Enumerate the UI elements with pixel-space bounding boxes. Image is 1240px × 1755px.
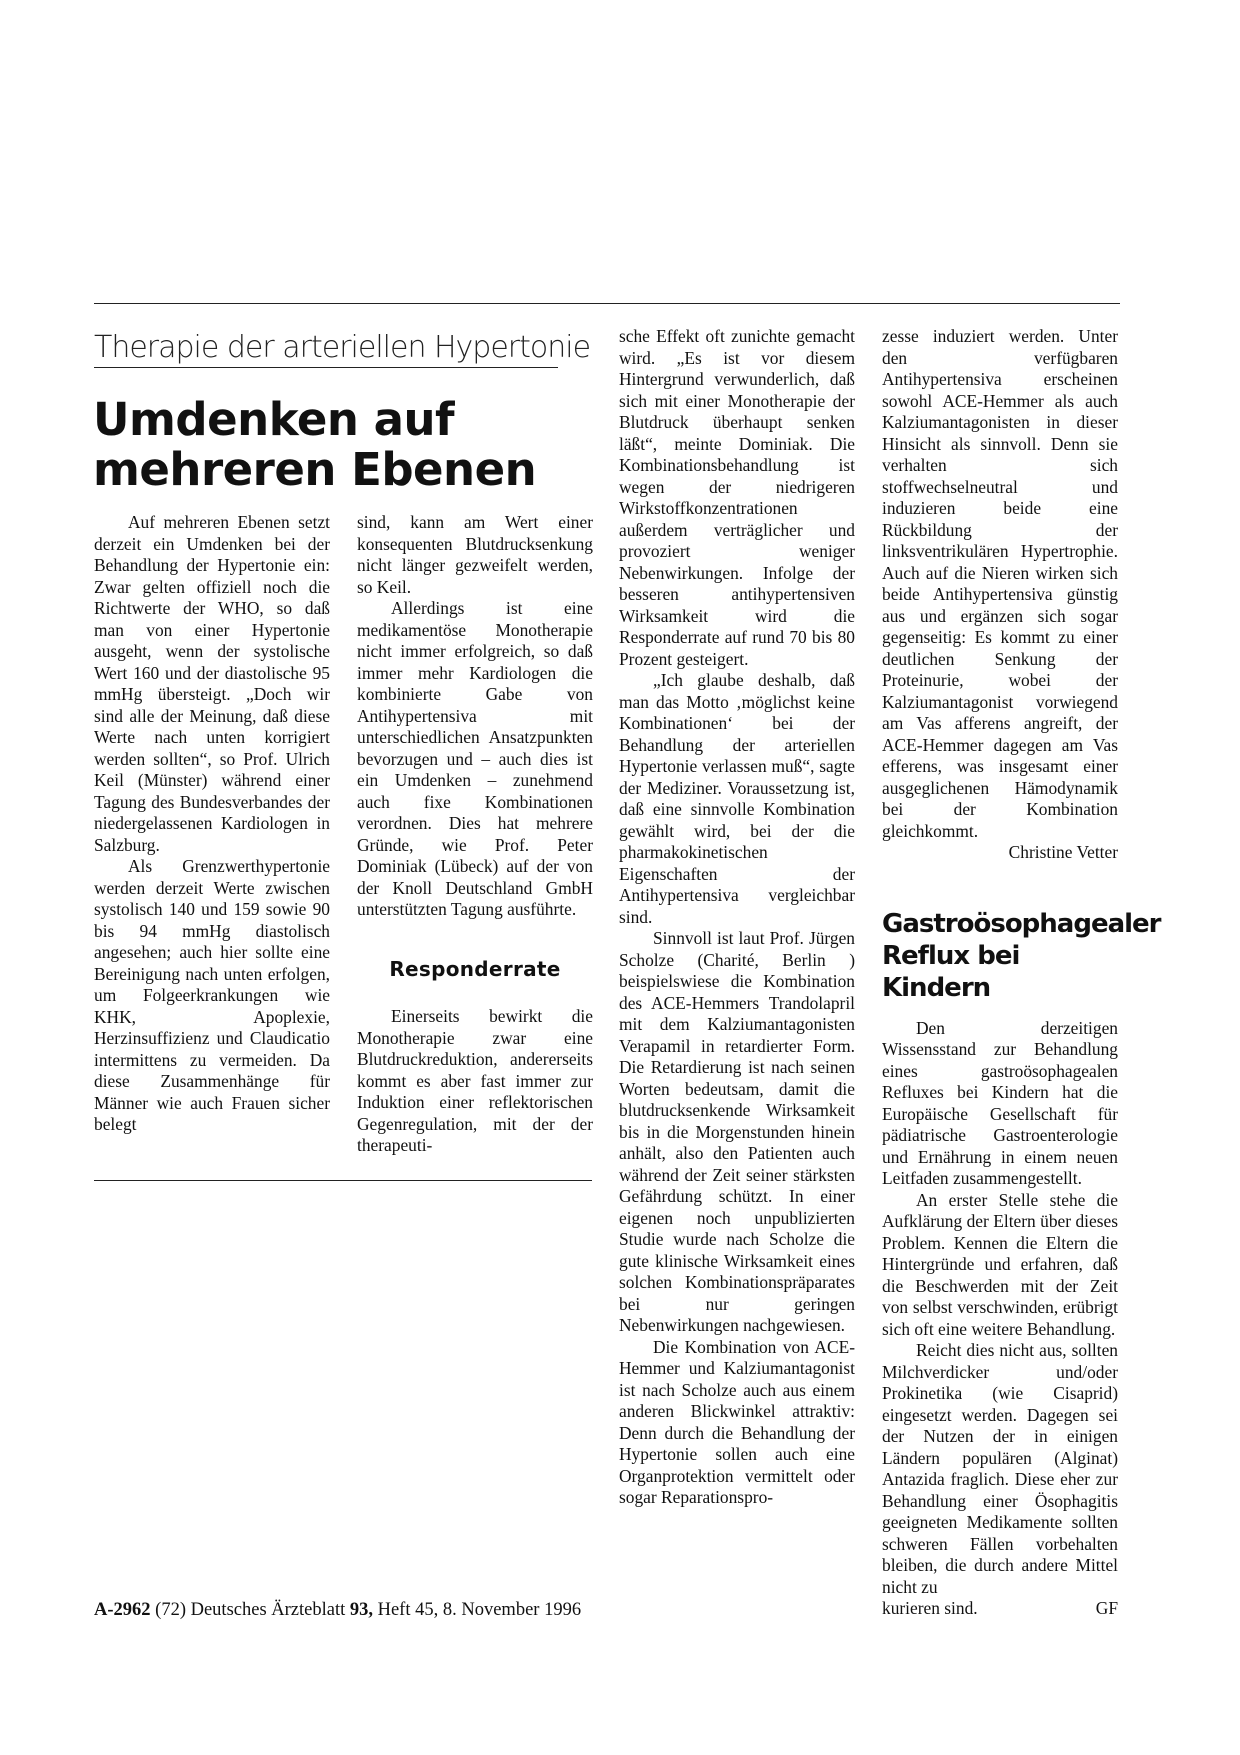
article-bottom-rule — [94, 1180, 592, 1181]
sidebar-title-line-1: Gastroösophagealer — [882, 908, 1161, 939]
sidebar-signoff — [882, 1598, 1118, 1620]
paragraph: Die Kombination von ACE-Hemmer und Kalziumantagonist ist nach Scholze auch aus einem anderen Blickwinkel attraktiv: Denn durch die Behandlung der Hypertonie sollen auch eine Organprotektion vermittelt oder sogar Reparationspro- — [619, 1336, 855, 1507]
article-column-2 — [357, 512, 593, 1157]
article-column-1 — [94, 512, 330, 1136]
sidebar-title-line-2: Reflux bei Kindern — [882, 940, 1020, 1003]
paragraph: Als Grenzwerthypertonie werden derzeit Werte zwischen systolisch 140 und 159 sowie 90 bis 94 mmHg diastolisch angesehen; auch hier sollte eine Bereinigung nach unten erfolgen, um Folgeerkrankungen wie KHK, Apoplexie, Herzinsuffizienz und Claudicatio intermittens zu vermeiden. Da diese Zusammenhänge für Männer wie auch Frauen sicher belegt — [94, 856, 330, 1134]
headline-line-1: Umdenken auf — [93, 393, 455, 446]
author-name: Christine Vetter — [1008, 842, 1118, 862]
page-number: (72) — [155, 1600, 186, 1620]
sidebar-last-line: kurieren sind. — [882, 1598, 978, 1618]
paragraph: „Ich glaube deshalb, daß man das Motto ‚möglichst keine Kombinationen‘ bei der Behandlung der arteriellen Hypertonie verlassen muß“, sagte der Mediziner. Voraussetzung ist, daß eine sinnvolle Kombination gewählt wird, bei der die pharmakokinetischen Eigenschaften der Antihypertensiva vergleichbar sind. — [619, 670, 855, 927]
journal-issue: Heft 45, 8. November 1996 — [377, 1600, 582, 1620]
subheading-responderrate: Responderrate — [389, 956, 561, 981]
article-headline — [93, 395, 553, 495]
author-signoff — [882, 842, 1118, 864]
paragraph: sind, kann am Wert einer konsequenten Blutdrucksenkung nicht länger gezweifelt werden, so Keil. — [357, 512, 593, 597]
paragraph: Auf mehreren Ebenen setzt derzeit ein Umdenken bei der Behandlung der Hypertonie ein: Zwar gelten offiziell noch die Richtwerte der WHO, so daß man von einer Hypertonie ausgeht, wenn der systolische Wert 160 und der diastolische 95 mmHg übersteigt. „Doch wir sind alle der Meinung, daß diese Werte nach unten korrigiert werden sollten“, so Prof. Ulrich Keil (Münster) während einer Tagung des Bundesverbandes der niedergelassenen Kardiologen in Salzburg. — [94, 512, 330, 855]
page-footer — [94, 1600, 581, 1621]
paragraph: zesse induziert werden. Unter den verfügbaren Antihypertensiva erscheinen sowohl ACE-Hemmer als auch Kalziumantagonisten in dieser Hinsicht als sinnvoll. Denn sie verhalten sich stoffwechselneutral und induzieren beide eine Rückbildung der linksventrikulären Hypertrophie. Auch auf die Nieren wirken sich beide Antihypertensiva günstig aus und ergänzen sich sogar gegenseitig: Es kommt zu einer deutlichen Senkung der Proteinurie, wobei der Kalziumantagonist vorwiegend am Vas afferens angreift, der ACE-Hemmer dagegen am Vas efferens, was insgesamt einer ausgeglichenen Hämodynamik bei der Kombination gleichkommt. — [882, 326, 1118, 841]
headline-line-2: mehreren Ebenen — [93, 443, 537, 496]
sidebar-author: GF — [1095, 1598, 1118, 1618]
page-code: A-2962 — [94, 1600, 151, 1620]
paragraph: Einerseits bewirkt die Monotherapie zwar eine Blutdruckreduktion, andererseits kommt es aber fast immer zur Induktion einer reflektorischen Gegenregulation, mit der der therapeuti- — [357, 1006, 593, 1155]
sidebar-paragraph: An erster Stelle stehe die Aufklärung der Eltern über dieses Problem. Kennen die Eltern die Hintergründe und erfahren, daß die Beschwerden mit der Zeit von selbst verschwinden, erübrigt sich oft eine weitere Behandlung. — [882, 1189, 1118, 1339]
article-kicker: Therapie der arteriellen Hypertonie — [94, 330, 558, 368]
paragraph: Allerdings ist eine medikamentöse Monotherapie nicht immer erfolgreich, so daß immer mehr Kardiologen die kombinierte Gabe von Antihypertensiva mit unterschiedlichen Ansatzpunkten bevorzugen und – auch dies ist ein Umdenken – zunehmend auch fixe Kombinationen verordnen. Dies hat mehrere Gründe, wie Prof. Peter Dominiak (Lübeck) auf der von der Knoll Deutschland GmbH unterstützten Tagung ausführte. — [357, 598, 593, 919]
sidebar-paragraph: Reicht dies nicht aus, sollten Milchverdicker und/oder Prokinetika (wie Cisaprid) eingesetzt werden. Dagegen sei der Nutzen der in einigen Ländern populären (Alginat) Antazida fraglich. Diese eher zur Behandlung einer Ösophagitis geeigneten Medikamente sollten schweren Fällen vorbehalten bleiben, die durch andere Mittel nicht zu — [882, 1340, 1118, 1597]
sidebar-paragraph: Den derzeitigen Wissensstand zur Behandlung eines gastroösophagealen Refluxes bei Kindern hat die Europäische Gesellschaft für pädiatrische Gastroenterologie und Ernährung in einem neuen Leitfaden zusammengestellt. — [882, 1017, 1118, 1188]
sidebar-title — [882, 908, 1161, 1004]
article-column-3 — [619, 326, 855, 1509]
journal-name: Deutsches Ärzteblatt — [190, 1600, 346, 1620]
article-column-4 — [882, 326, 1161, 1620]
paragraph: sche Effekt oft zunichte gemacht wird. „Es ist vor diesem Hintergrund verwunderlich, daß sich mit einer Monotherapie der Blutdruck überhaupt senken läßt“, meinte Dominiak. Die Kombinationsbehandlung ist wegen der niedrigeren Wirkstoffkonzentrationen außerdem verträglicher und provoziert weniger Nebenwirkungen. Infolge der besseren antihypertensiven Wirksamkeit wird die Responderrate auf rund 70 bis 80 Prozent gesteigert. — [619, 326, 855, 669]
top-rule — [94, 303, 1120, 304]
paragraph: Sinnvoll ist laut Prof. Jürgen Scholze (Charité, Berlin ) beispielswiese die Kombination des ACE-Hemmers Trandolapril mit dem Kalziumantagonisten Verapamil in retardierter Form. Die Retardierung ist nach seinen Worten bedeutsam, damit die blutdrucksenkende Wirksamkeit bis in die Morgenstunden hinein anhält, also den Patienten auch während der Zeit seiner stärksten Gefährdung schützt. In einer eigenen noch unpublizierten Studie wurde nach Scholze die gute klinische Wirksamkeit eines solchen Kombinationspräparates bei nur geringen Nebenwirkungen nachgewiesen. — [619, 928, 855, 1335]
journal-volume: 93, — [349, 1600, 373, 1620]
